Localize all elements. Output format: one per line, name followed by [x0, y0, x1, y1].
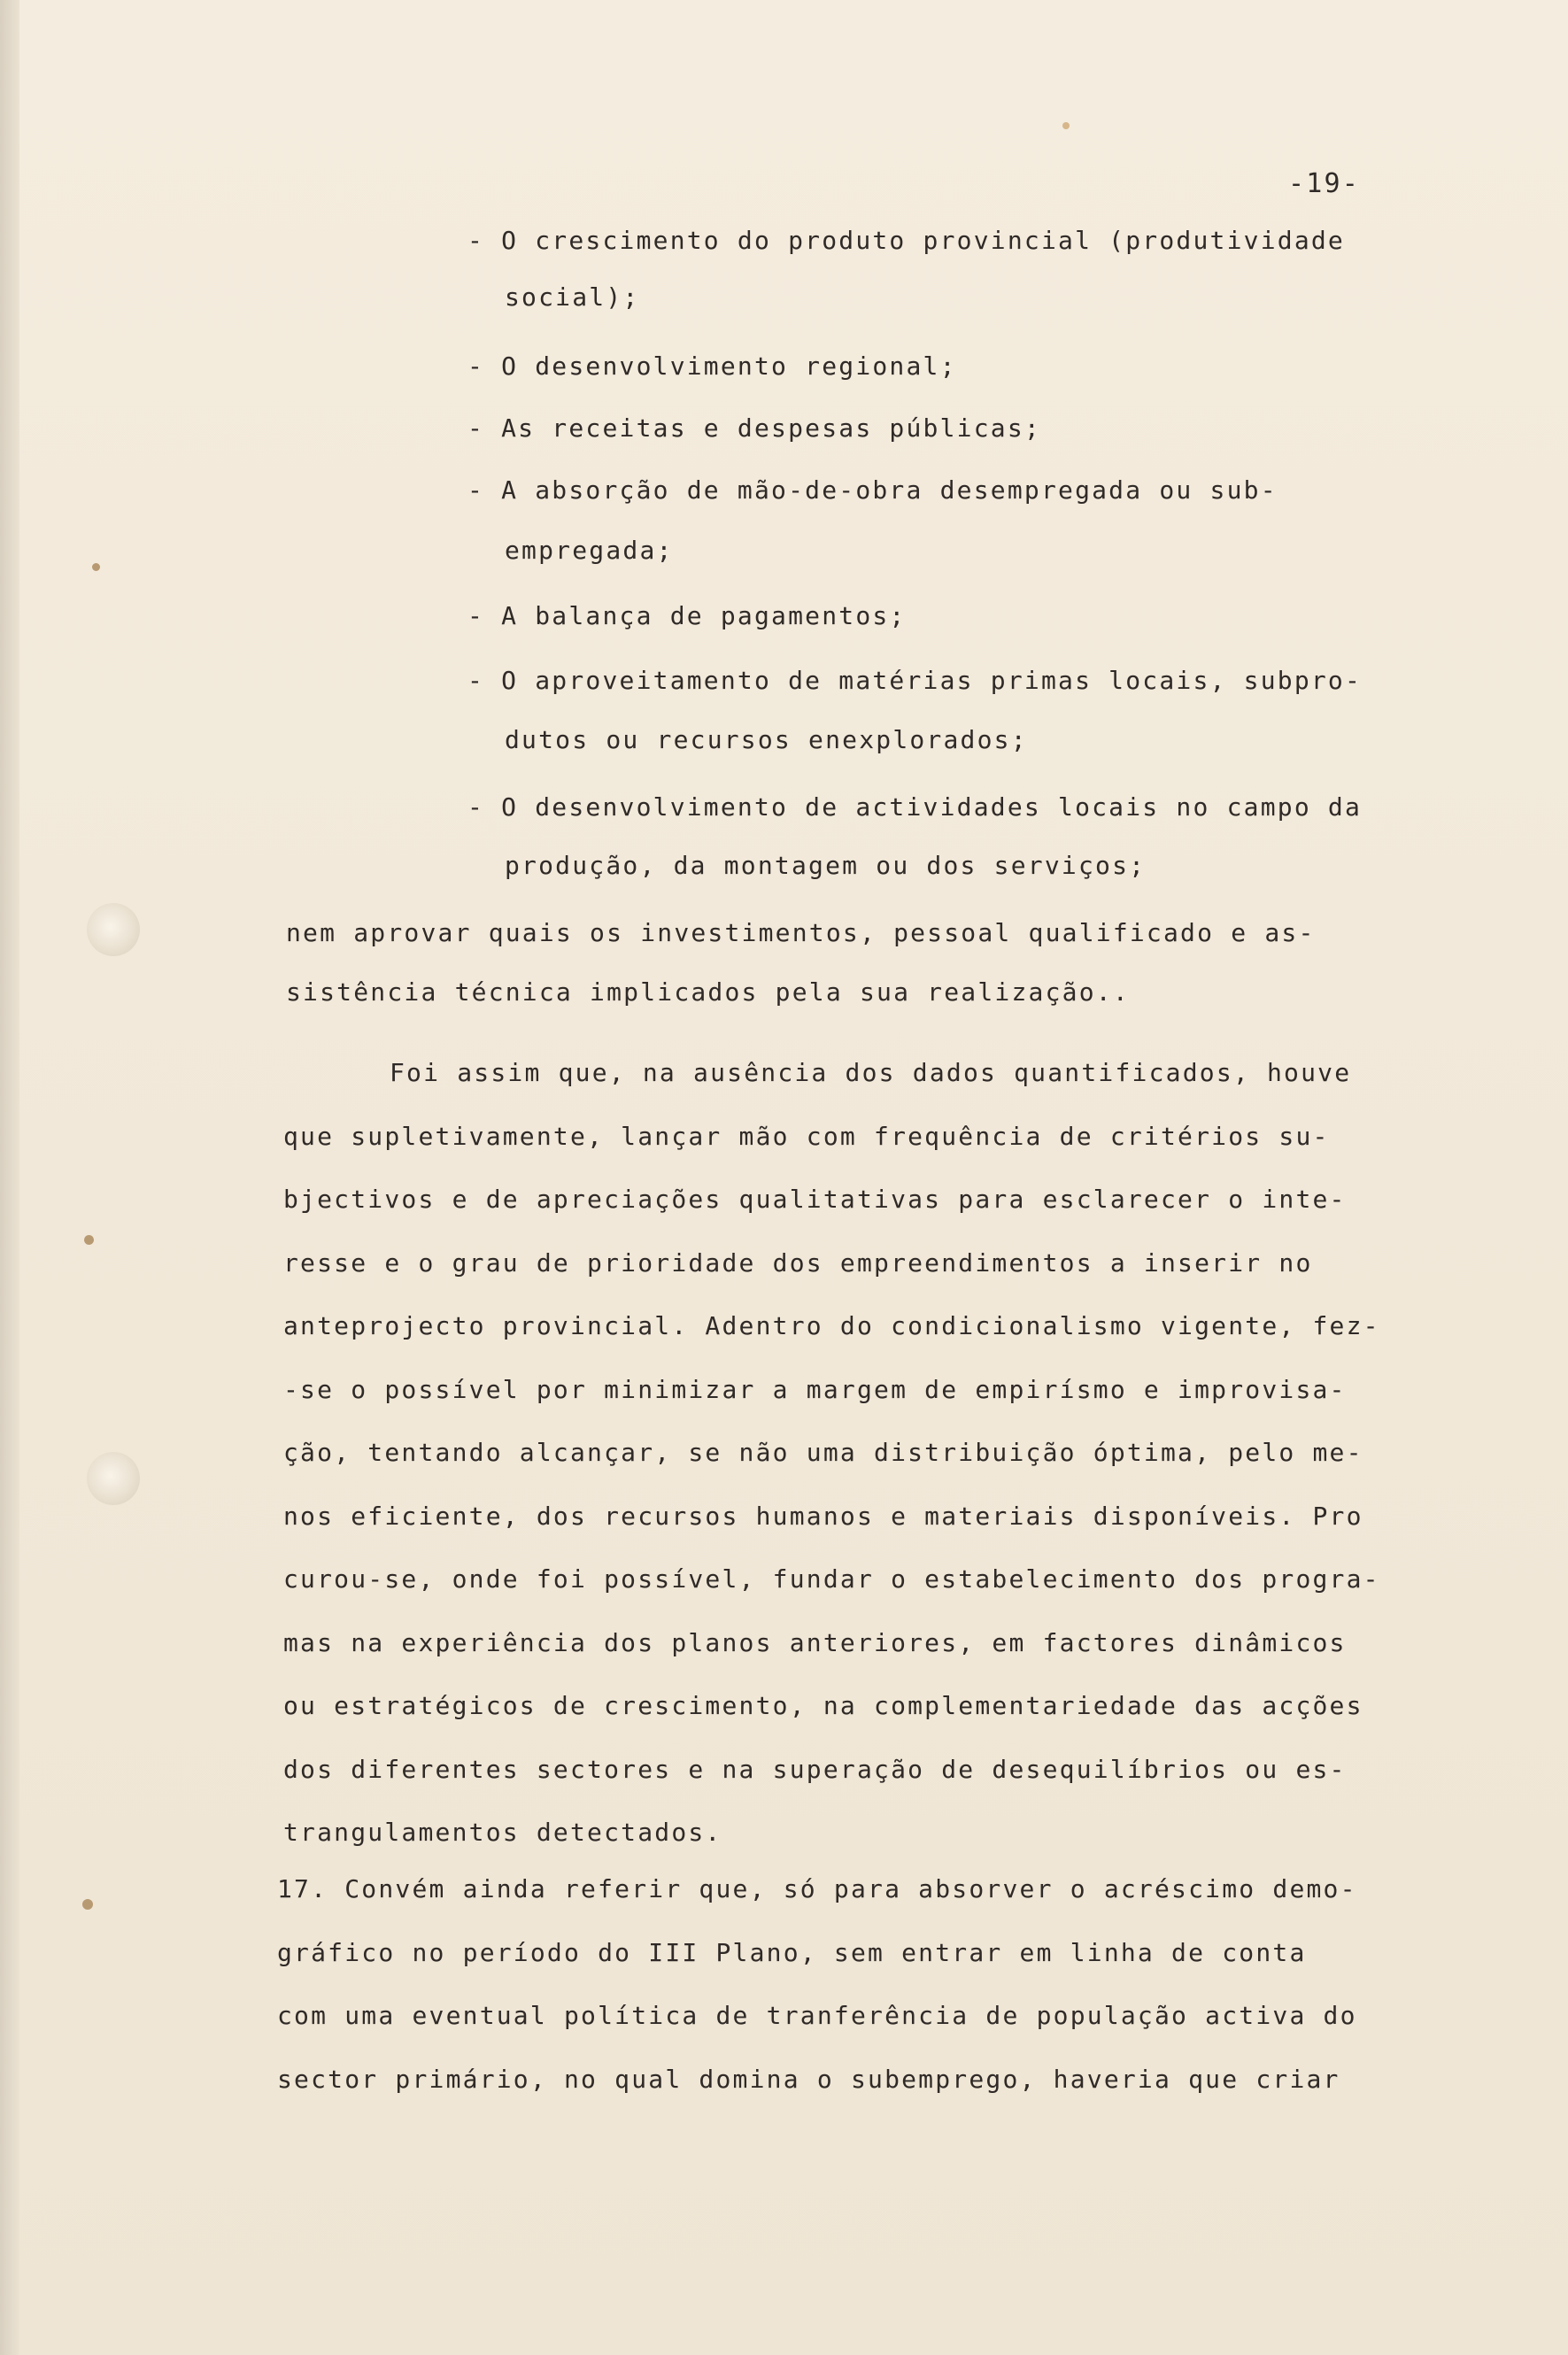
paragraph-line: ou estratégicos de crescimento, na complementariedade das acções	[283, 1691, 1363, 1720]
bullet-item: - O desenvolvimento de actividades locais no campo da	[467, 792, 1363, 822]
paragraph-line: que supletivamente, lançar mão com frequência de critérios su-	[283, 1122, 1330, 1151]
punch-hole-top	[87, 903, 140, 956]
bullet-item: - As receitas e despesas públicas;	[467, 413, 1041, 443]
paragraph-line: anteprojecto provincial. Adentro do condicionalismo vigente, fez-	[283, 1311, 1380, 1340]
paragraph-line: ção, tentando alcançar, se não uma distribuição óptima, pelo me-	[283, 1438, 1363, 1467]
paper-speck	[84, 1235, 94, 1245]
paragraph-line: trangulamentos detectados.	[283, 1818, 722, 1847]
bullet-item: - O desenvolvimento regional;	[467, 351, 957, 381]
bullet-item-continuation: social);	[505, 282, 640, 312]
paragraph-line: -se o possível por minimizar a margem de empirísmo e improvisa-	[283, 1375, 1347, 1404]
paper-speck	[82, 1899, 93, 1910]
bullet-item-continuation: produção, da montagem ou dos serviços;	[505, 851, 1147, 880]
page-number: -19-	[1288, 168, 1361, 199]
page-edge-shadow	[0, 0, 19, 2355]
paragraph-line: resse e o grau de prioridade dos empreendimentos a inserir no	[283, 1248, 1313, 1278]
bullet-item: - A balança de pagamentos;	[467, 601, 907, 630]
bullet-item: - A absorção de mão-de-obra desempregada ou sub-	[467, 475, 1278, 505]
paragraph-line: sector primário, no qual domina o subemprego, haveria que criar	[277, 2065, 1340, 2094]
paragraph-line: com uma eventual política de tranferência de população activa do	[277, 2001, 1357, 2030]
closing-line: nem aprovar quais os investimentos, pessoal qualificado e as-	[286, 918, 1316, 947]
paragraph-line: gráfico no período do III Plano, sem entrar em linha de conta	[277, 1938, 1307, 1967]
punch-hole-bottom	[87, 1452, 140, 1505]
paragraph-line: bjectivos e de apreciações qualitativas para esclarecer o inte-	[283, 1185, 1347, 1214]
paragraph-line: dos diferentes sectores e na superação de desequilíbrios ou es-	[283, 1755, 1347, 1784]
paper-speck	[1062, 122, 1070, 129]
bullet-item: - O crescimento do produto provincial (produtividade	[467, 226, 1345, 255]
bullet-item: - O aproveitamento de matérias primas locais, subpro-	[467, 666, 1363, 695]
bullet-item-continuation: dutos ou recursos enexplorados;	[505, 725, 1028, 754]
paragraph-line: curou-se, onde foi possível, fundar o estabelecimento dos progra-	[283, 1564, 1380, 1594]
paper-speck	[92, 563, 100, 571]
bullet-item-continuation: empregada;	[505, 536, 674, 565]
paragraph-line: mas na experiência dos planos anteriores, em factores dinâmicos	[283, 1628, 1347, 1657]
numbered-paragraph-first-line: 17. Convém ainda referir que, só para absorver o acréscimo demo-	[277, 1874, 1357, 1903]
paragraph-line: nos eficiente, dos recursos humanos e materiais disponíveis. Pro	[283, 1502, 1363, 1531]
closing-line: sistência técnica implicados pela sua realização..	[286, 977, 1130, 1007]
paragraph-first-line: Foi assim que, na ausência dos dados quantificados, houve	[390, 1058, 1352, 1087]
